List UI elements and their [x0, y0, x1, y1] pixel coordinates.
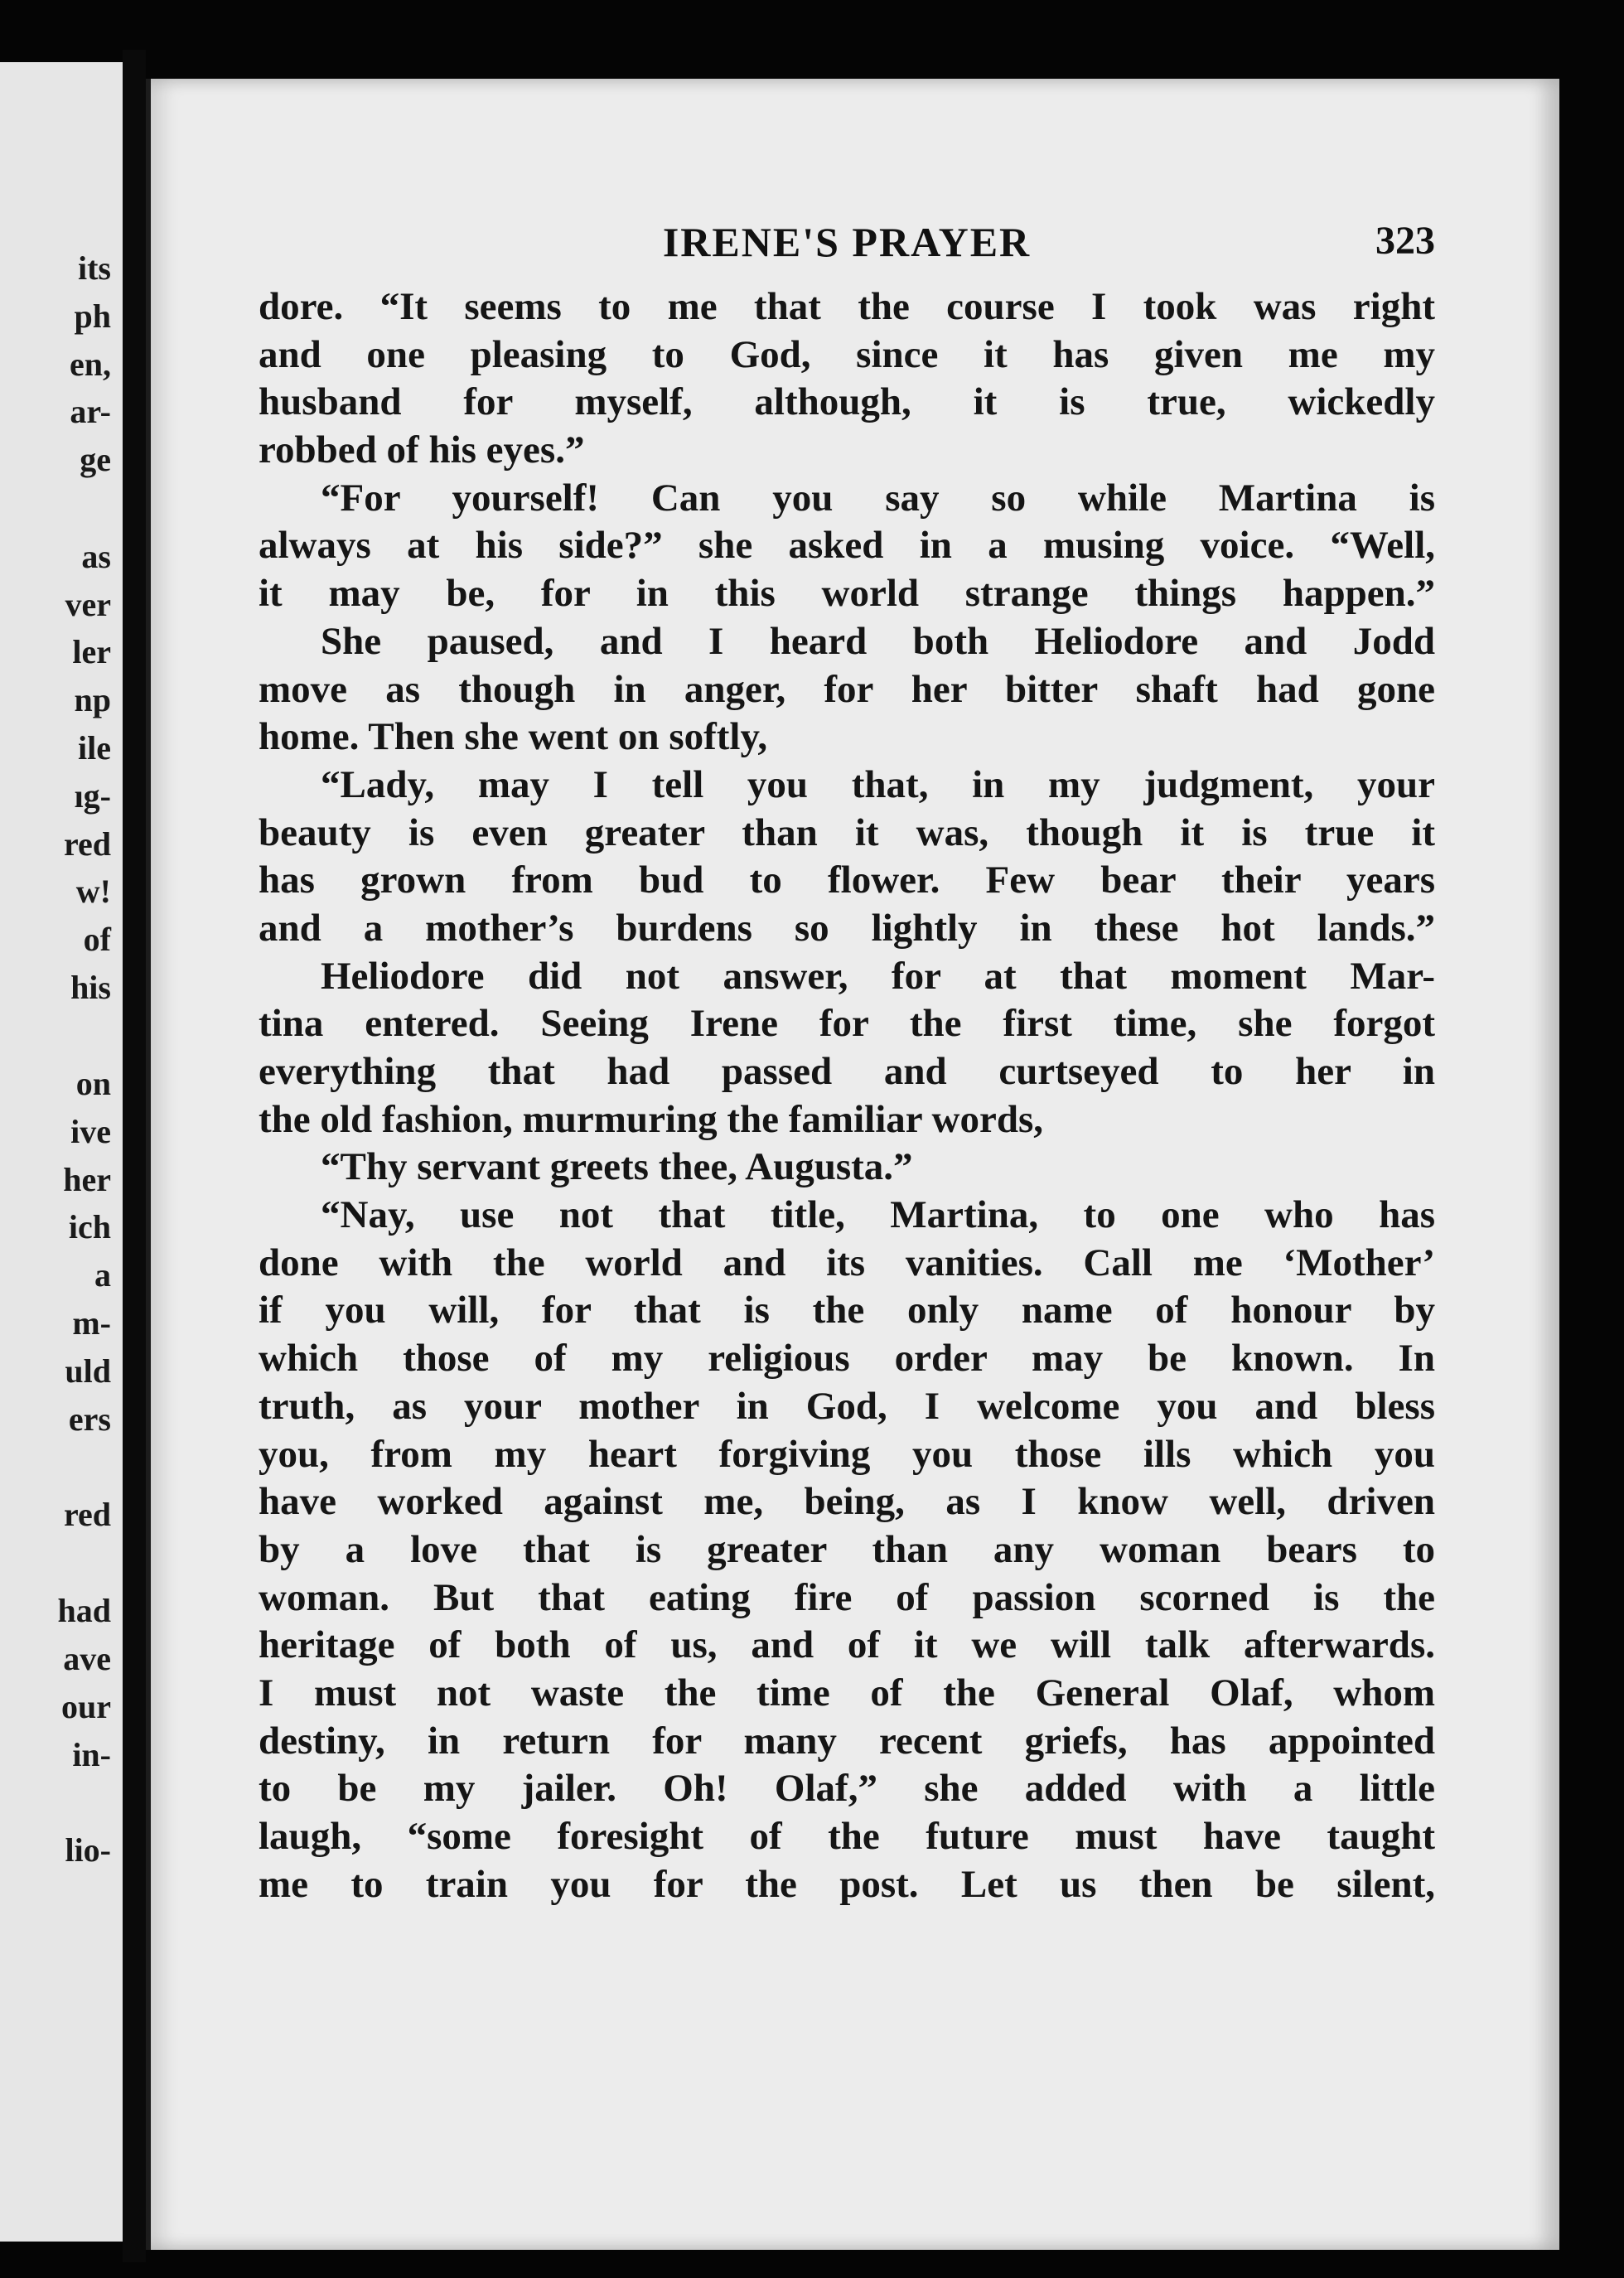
text-line: “Lady, may I tell you that, in my judgment, your: [321, 762, 1435, 806]
text-line: She paused, and I heard both Heliodore and Jodd: [321, 619, 1435, 663]
text-line: you, from my heart forgiving you those ills which you: [259, 1432, 1435, 1476]
facing-page-fragment: ph: [74, 297, 111, 335]
facing-page-fragment: his: [70, 969, 111, 1006]
text-line: “Nay, use not that title, Martina, to one who has: [321, 1193, 1435, 1237]
facing-page-fragment: on: [75, 1065, 111, 1102]
text-line: “Thy servant greets thee, Augusta.”: [321, 1145, 913, 1189]
facing-page-fragment: in-: [72, 1736, 111, 1773]
text-line: and one pleasing to God, since it has given me my: [259, 332, 1435, 376]
text-line: move as though in anger, for her bitter shaft had gone: [259, 667, 1435, 711]
text-line: done with the world and its vanities. Call me ‘Mother’: [259, 1241, 1435, 1284]
text-line: by a love that is greater than any woman bears to: [259, 1527, 1435, 1571]
facing-page-fragment: a: [94, 1256, 111, 1294]
text-line: it may be, for in this world strange things happen.”: [259, 572, 1435, 616]
text-line: to be my jailer. Oh! Olaf,” she added with a little: [259, 1767, 1435, 1811]
facing-page-edge: [0, 62, 123, 2242]
facing-page-fragment: ive: [70, 1113, 111, 1150]
text-line: if you will, for that is the only name of honour by: [259, 1289, 1435, 1332]
facing-page-fragment: ave: [63, 1640, 111, 1677]
facing-page-fragment: ıg-: [74, 777, 111, 815]
facing-page-fragment: lio-: [65, 1831, 111, 1869]
text-line: husband for myself, although, it is true, wickedly: [259, 380, 1435, 424]
facing-page-fragment: had: [57, 1592, 111, 1629]
facing-page-fragment: of: [83, 921, 111, 958]
text-line: has grown from bud to flower. Few bear their years: [259, 858, 1435, 902]
text-line: “For yourself! Can you say so while Martina is: [321, 476, 1435, 520]
facing-page-fragment: ich: [68, 1208, 111, 1245]
body-text: [259, 283, 1435, 1908]
facing-page-fragment: her: [63, 1161, 111, 1198]
facing-page-fragment: ver: [65, 586, 111, 623]
facing-page-fragment: its: [78, 249, 111, 287]
facing-page-fragment: ers: [68, 1400, 111, 1438]
text-line: Heliodore did not answer, for at that moment Mar-: [321, 954, 1435, 998]
text-line: have worked against me, being, as I know well, driven: [259, 1480, 1435, 1524]
text-line: tina entered. Seeing Irene for the first time, she forgot: [259, 1002, 1435, 1046]
text-line: me to train you for the post. Let us then be silent,: [259, 1862, 1435, 1906]
text-line: the old fashion, murmuring the familiar words,: [259, 1097, 1043, 1141]
book-gutter: [123, 50, 146, 2262]
text-line: which those of my religious order may be known. In: [259, 1337, 1435, 1381]
page-number: 323: [1375, 219, 1435, 263]
text-line: and a mother’s burdens so lightly in these hot lands.”: [259, 906, 1435, 950]
text-line: dore. “It seems to me that the course I took was right: [259, 285, 1435, 328]
text-line: robbed of his eyes.”: [259, 428, 585, 472]
text-line: laugh, “some foresight of the future must have taught: [259, 1815, 1435, 1858]
facing-page-fragment: w!: [75, 873, 111, 910]
text-line: destiny, in return for many recent griefs, has appointed: [259, 1719, 1435, 1763]
facing-page-fragment: en,: [70, 346, 111, 383]
facing-page-fragment: as: [81, 538, 111, 575]
facing-page-fragment: uld: [65, 1352, 111, 1390]
facing-page-fragment: ge: [80, 441, 111, 478]
text-line: everything that had passed and curtseyed to her in: [259, 1050, 1435, 1093]
text-line: always at his side?” she asked in a musing voice. “Well,: [259, 524, 1435, 568]
text-line: truth, as your mother in God, I welcome you and bless: [259, 1384, 1435, 1428]
book-page: [146, 79, 1559, 2250]
text-line: heritage of both of us, and of it we will talk afterwards.: [259, 1623, 1435, 1667]
facing-page-fragment: np: [74, 681, 111, 718]
running-head: [259, 218, 1435, 276]
text-line: woman. But that eating fire of passion scorned is the: [259, 1575, 1435, 1619]
facing-page-fragment: our: [61, 1688, 111, 1725]
text-line: beauty is even greater than it was, though it is true it: [259, 810, 1435, 854]
text-line: home. Then she went on softly,: [259, 715, 768, 759]
facing-page-fragment: m-: [72, 1304, 111, 1342]
text-line: I must not waste the time of the General Olaf, whom: [259, 1671, 1435, 1715]
facing-page-fragment: red: [63, 825, 111, 863]
running-head-title: IRENE'S PRAYER: [662, 219, 1032, 265]
facing-page-fragment: ler: [72, 633, 111, 670]
facing-page-fragment: red: [63, 1496, 111, 1533]
facing-page-fragment: ile: [78, 729, 111, 767]
facing-page-fragment: ar-: [70, 393, 111, 430]
